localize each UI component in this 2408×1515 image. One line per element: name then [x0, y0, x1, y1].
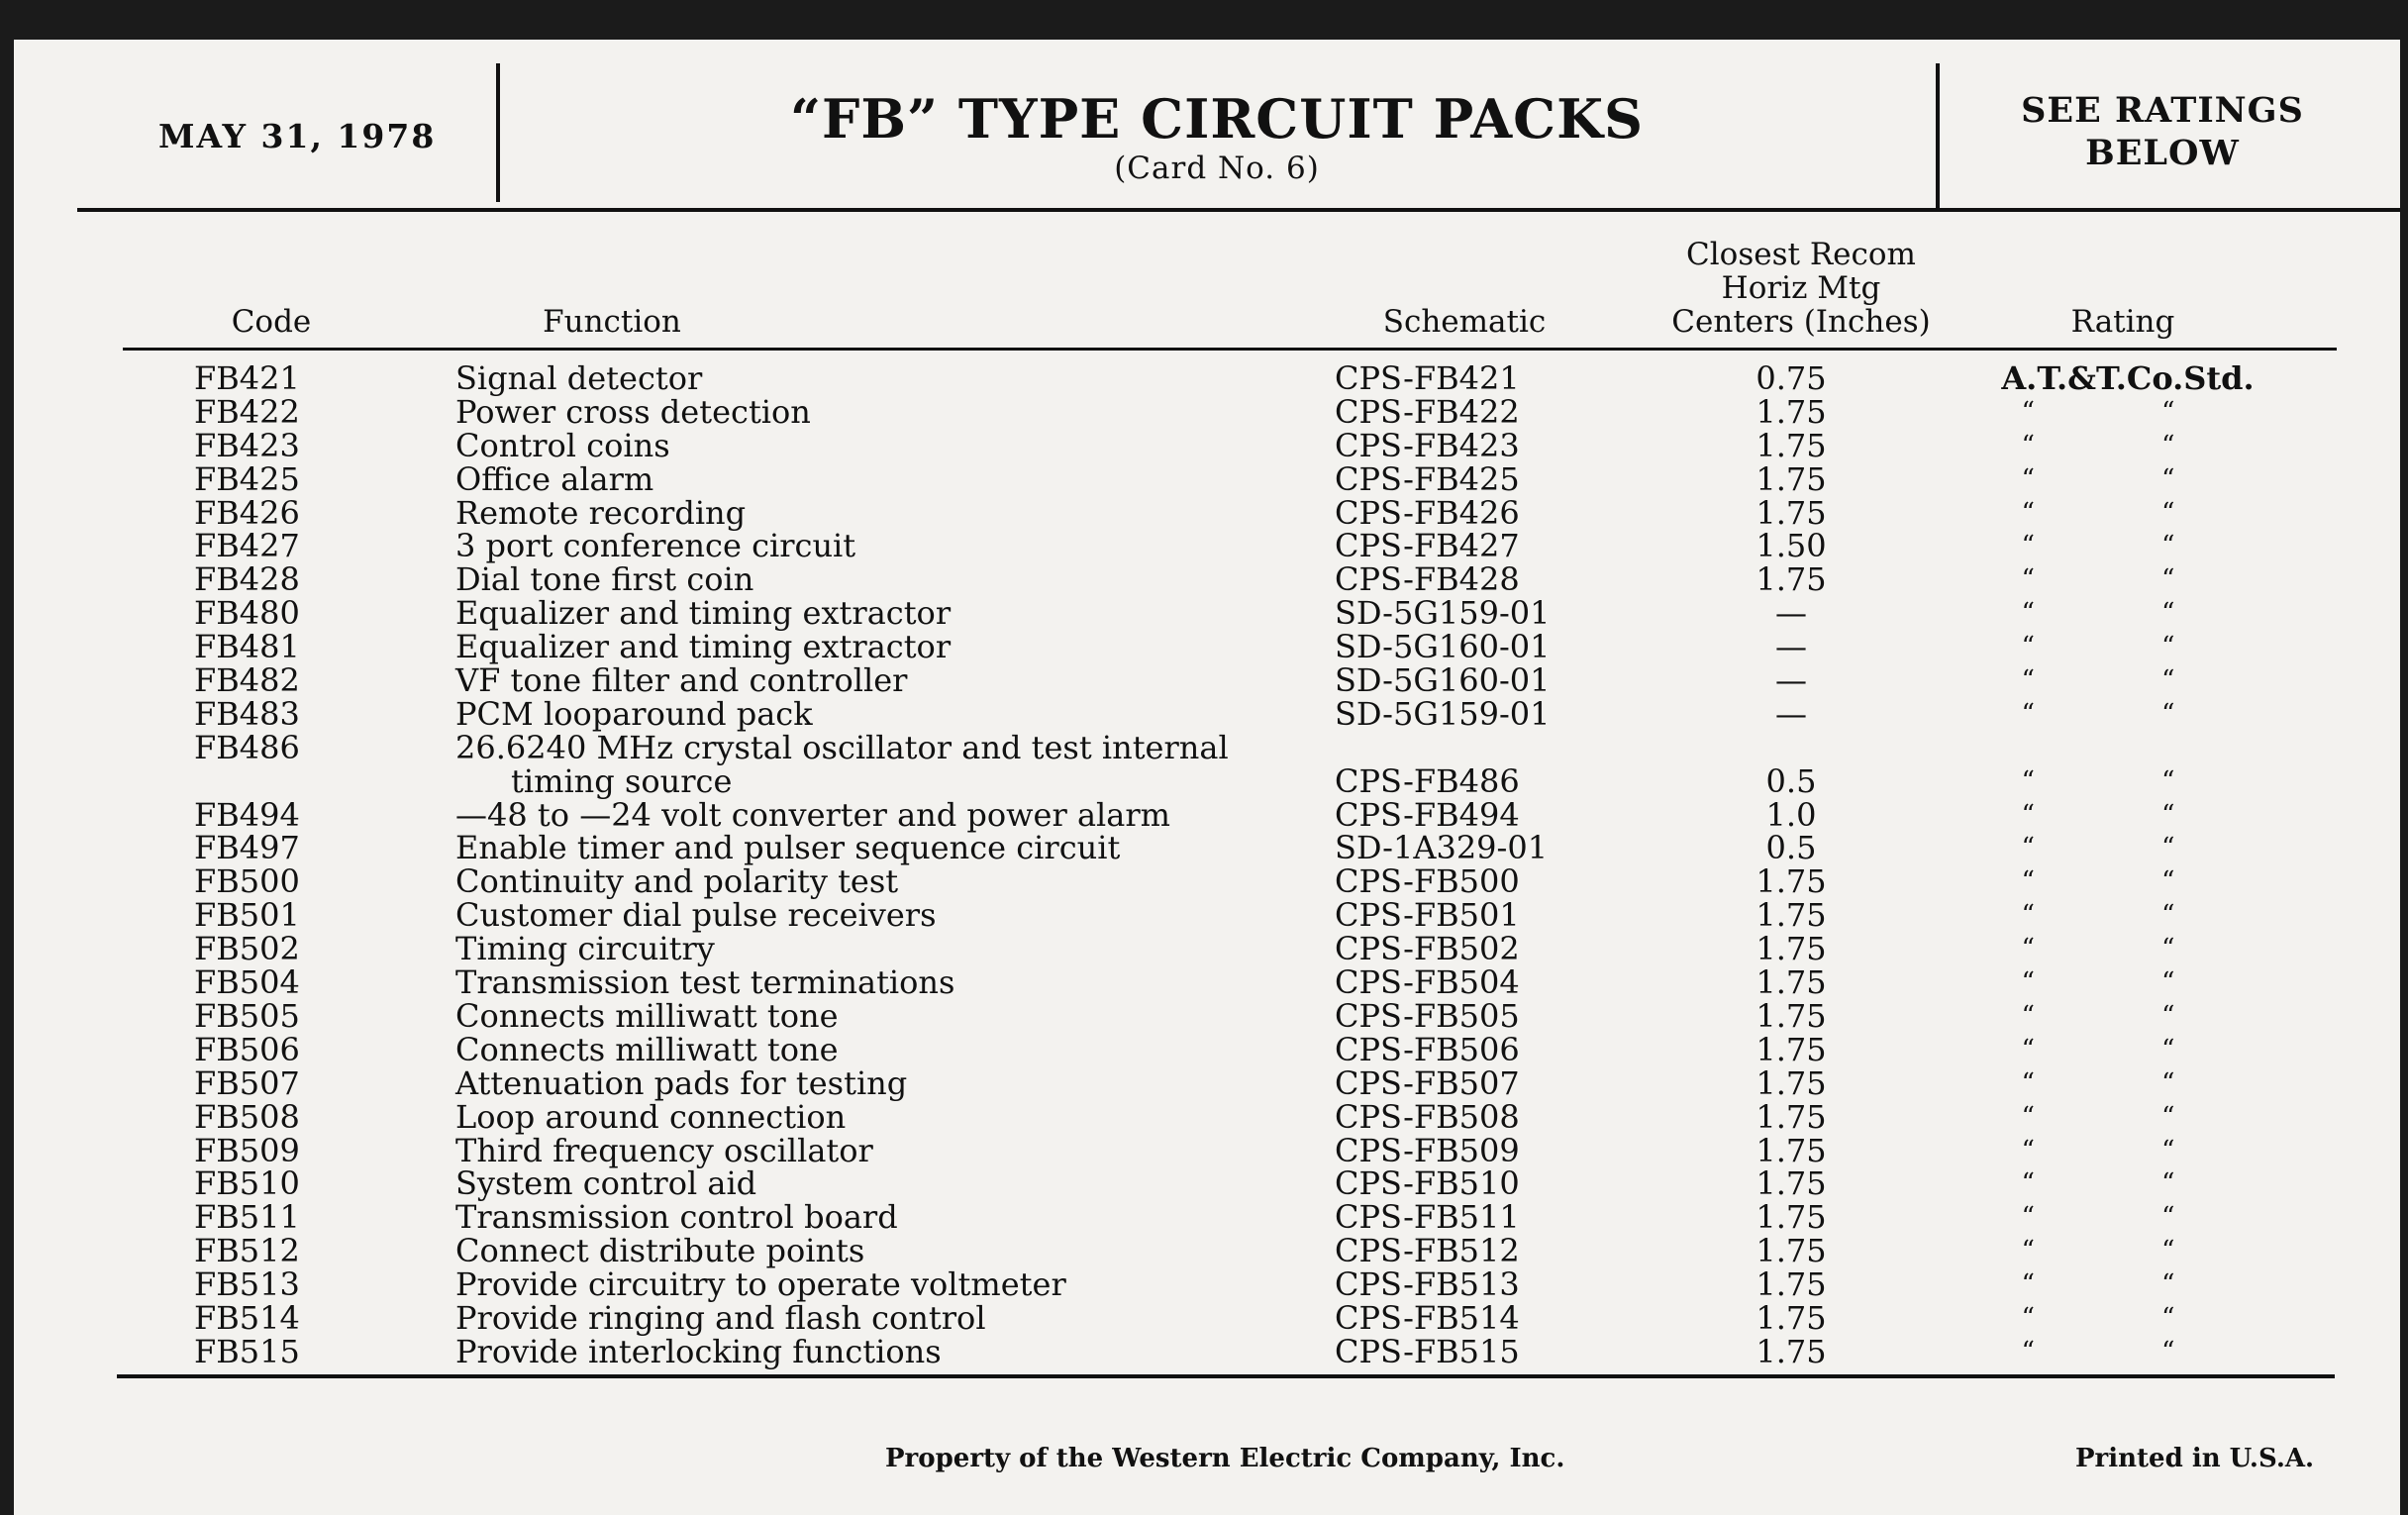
column-header-mounting-line1: Closest Recom [1686, 237, 1916, 272]
column-header-rule [123, 348, 2337, 351]
row-function: Timing circuitry [455, 930, 715, 968]
table-row [14, 1030, 2400, 1068]
row-code: FB497 [194, 829, 300, 867]
row-schematic: CPS-FB515 [1335, 1332, 1520, 1370]
row-schematic: CPS-FB511 [1335, 1198, 1520, 1237]
row-function-line2: timing source [511, 761, 733, 800]
column-header-code: Code [231, 304, 312, 340]
table-row [14, 829, 2400, 867]
row-schematic: CPS-FB501 [1335, 896, 1520, 935]
row-mounting-centers: 1.75 [1756, 426, 1827, 464]
row-mounting-centers: 1.75 [1756, 459, 1827, 498]
row-function: Enable timer and pulser sequence circuit [455, 829, 1121, 867]
card-number: (Card No. 6) [1114, 151, 1320, 186]
table-row [14, 862, 2400, 901]
row-schematic: SD-5G159-01 [1335, 594, 1551, 633]
row-code: FB422 [194, 392, 300, 431]
table-row [14, 1232, 2400, 1270]
table-row [14, 963, 2400, 1002]
catalog-card [14, 40, 2400, 1515]
row-mounting-centers: 0.5 [1765, 761, 1817, 800]
column-header-mounting-line3: Centers (Inches) [1671, 304, 1931, 340]
row-function: Connect distribute points [455, 1232, 865, 1270]
row-schematic: SD-5G160-01 [1335, 661, 1551, 700]
row-function: Dial tone first coin [455, 560, 754, 599]
row-schematic: CPS-FB486 [1335, 761, 1520, 800]
row-function: Control coins [455, 426, 670, 464]
row-rating: “ “ [2021, 463, 2235, 494]
row-rating: A.T.&T.Co.Std. [2001, 359, 2255, 397]
table-row [14, 459, 2400, 498]
table-row [14, 628, 2400, 666]
row-function [455, 728, 1229, 800]
ratings-note-line1: SEE RATINGS [2021, 90, 2304, 131]
row-mounting-centers: — [1775, 694, 1807, 733]
row-function: Office alarm [455, 459, 654, 498]
row-code: FB425 [194, 459, 300, 498]
row-rating: “ “ [2021, 866, 2235, 897]
row-code: FB426 [194, 493, 300, 532]
row-schematic: CPS-FB507 [1335, 1063, 1520, 1102]
row-schematic: CPS-FB422 [1335, 392, 1520, 431]
row-schematic: CPS-FB509 [1335, 1131, 1520, 1169]
row-rating: “ “ [2021, 1236, 2235, 1266]
column-header-mounting-line2: Horiz Mtg [1721, 270, 1881, 306]
row-mounting-centers: 1.75 [1756, 1298, 1827, 1337]
row-schematic: CPS-FB494 [1335, 795, 1520, 834]
row-rating: “ “ [2021, 833, 2235, 863]
header-rule [77, 208, 2400, 212]
row-code: FB494 [194, 795, 300, 834]
table-row [14, 728, 2400, 800]
issue-date: MAY 31, 1978 [158, 117, 437, 155]
row-rating: “ “ [2021, 598, 2235, 629]
row-schematic: SD-1A329-01 [1335, 829, 1549, 867]
row-function: Equalizer and timing extractor [455, 594, 952, 633]
row-code: FB428 [194, 560, 300, 599]
column-header-mounting [1638, 238, 1964, 339]
row-function: Signal detector [455, 359, 703, 397]
row-function: Connects milliwatt tone [455, 996, 839, 1035]
row-mounting-centers: 1.75 [1756, 1097, 1827, 1136]
row-rating: “ “ [2021, 1202, 2235, 1233]
table-row [14, 1063, 2400, 1102]
table-row [14, 795, 2400, 834]
row-rating: “ “ [2021, 531, 2235, 561]
row-code: FB515 [194, 1332, 300, 1370]
table-row [14, 930, 2400, 968]
row-code: FB508 [194, 1097, 300, 1136]
row-schematic: SD-5G160-01 [1335, 628, 1551, 666]
row-schematic: CPS-FB508 [1335, 1097, 1520, 1136]
row-function: Continuity and polarity test [455, 862, 899, 901]
table-row [14, 361, 2400, 395]
row-mounting-centers: 1.75 [1756, 996, 1827, 1035]
row-schematic: CPS-FB500 [1335, 862, 1520, 901]
row-schematic: CPS-FB427 [1335, 527, 1520, 565]
row-function: Connects milliwatt tone [455, 1030, 839, 1068]
header-divider-right [1936, 63, 1940, 208]
row-function-line1: 26.6240 MHz crystal oscillator and test internal [455, 728, 1229, 766]
row-rating: “ “ [2021, 1101, 2235, 1132]
row-mounting-centers: 1.75 [1756, 1198, 1827, 1237]
row-code: FB511 [194, 1198, 300, 1237]
table-row [14, 560, 2400, 599]
row-code: FB480 [194, 594, 300, 633]
row-function: Transmission control board [455, 1198, 898, 1237]
card-header [14, 40, 2400, 213]
row-function: Power cross detection [455, 392, 811, 431]
row-function: VF tone filter and controller [455, 661, 908, 700]
row-rating: “ “ [2021, 665, 2235, 696]
row-function: Equalizer and timing extractor [455, 628, 952, 666]
table-row [14, 1265, 2400, 1304]
row-code: FB509 [194, 1131, 300, 1169]
row-mounting-centers: 1.75 [1756, 1265, 1827, 1304]
row-schematic: CPS-FB514 [1335, 1298, 1520, 1337]
row-rating: “ “ [2021, 1135, 2235, 1165]
row-rating: “ “ [2021, 396, 2235, 427]
row-mounting-centers: 1.75 [1756, 1332, 1827, 1370]
row-code: FB427 [194, 527, 300, 565]
row-code: FB504 [194, 963, 300, 1002]
table-row [14, 1298, 2400, 1337]
table-row [14, 1097, 2400, 1136]
ratings-note [1945, 89, 2380, 174]
row-function: Customer dial pulse receivers [455, 896, 937, 935]
row-mounting-centers: 1.75 [1756, 1063, 1827, 1102]
row-mounting-centers: 0.5 [1765, 829, 1817, 867]
row-rating: “ “ [2021, 1000, 2235, 1031]
row-rating: “ “ [2021, 632, 2235, 662]
row-rating: “ “ [2021, 967, 2235, 998]
row-function: Transmission test terminations [455, 963, 955, 1002]
row-schematic: CPS-FB428 [1335, 560, 1520, 599]
row-mounting-centers: 1.75 [1756, 1164, 1827, 1203]
row-code: FB482 [194, 661, 300, 700]
row-mounting-centers: 1.75 [1756, 1131, 1827, 1169]
row-schematic: CPS-FB506 [1335, 1030, 1520, 1068]
circuit-pack-table [14, 361, 2400, 1368]
row-mounting-centers: 1.75 [1756, 963, 1827, 1002]
table-row [14, 694, 2400, 733]
row-mounting-centers: 1.75 [1756, 1232, 1827, 1270]
row-code: FB486 [194, 728, 300, 766]
column-header-function: Function [543, 304, 681, 340]
row-rating: “ “ [2021, 1168, 2235, 1199]
row-mounting-centers: 1.0 [1765, 795, 1817, 834]
table-row [14, 896, 2400, 935]
table-row [14, 1131, 2400, 1169]
row-mounting-centers: 1.75 [1756, 560, 1827, 599]
row-function: Loop around connection [455, 1097, 847, 1136]
row-mounting-centers: 1.50 [1756, 527, 1827, 565]
column-header-rating: Rating [2070, 304, 2175, 340]
row-rating: “ “ [2021, 1302, 2235, 1333]
row-code: FB500 [194, 862, 300, 901]
table-row [14, 1198, 2400, 1237]
row-rating: “ “ [2021, 1269, 2235, 1300]
row-code: FB502 [194, 930, 300, 968]
row-schematic: CPS-FB423 [1335, 426, 1520, 464]
row-mounting-centers: 1.75 [1756, 1030, 1827, 1068]
table-row [14, 392, 2400, 431]
row-function: Provide interlocking functions [455, 1332, 942, 1370]
table-bottom-rule [117, 1374, 2335, 1378]
row-schematic: CPS-FB502 [1335, 930, 1520, 968]
row-rating: “ “ [2021, 900, 2235, 931]
row-function: —48 to —24 volt converter and power alarm [455, 795, 1170, 834]
table-row [14, 1164, 2400, 1203]
row-rating: “ “ [2021, 698, 2235, 729]
row-code: FB505 [194, 996, 300, 1035]
row-schematic: CPS-FB504 [1335, 963, 1520, 1002]
row-schematic: CPS-FB426 [1335, 493, 1520, 532]
row-code: FB512 [194, 1232, 300, 1270]
row-code: FB514 [194, 1298, 300, 1337]
row-code: FB483 [194, 694, 300, 733]
row-schematic: CPS-FB510 [1335, 1164, 1520, 1203]
row-code: FB501 [194, 896, 300, 935]
row-code: FB423 [194, 426, 300, 464]
row-function: Attenuation pads for testing [455, 1063, 908, 1102]
row-function: Third frequency oscillator [455, 1131, 873, 1169]
table-row [14, 527, 2400, 565]
row-mounting-centers: — [1775, 628, 1807, 666]
row-schematic: CPS-FB512 [1335, 1232, 1520, 1270]
row-mounting-centers: 1.75 [1756, 392, 1827, 431]
row-code: FB421 [194, 359, 300, 397]
printed-notice: Printed in U.S.A. [2075, 1444, 2315, 1473]
row-function: Remote recording [455, 493, 747, 532]
row-schematic: CPS-FB421 [1335, 359, 1520, 397]
row-mounting-centers: 1.75 [1756, 493, 1827, 532]
row-function: Provide ringing and flash control [455, 1298, 986, 1337]
row-rating: “ “ [2021, 799, 2235, 830]
row-mounting-centers: — [1775, 594, 1807, 633]
row-mounting-centers: 1.75 [1756, 896, 1827, 935]
row-function: PCM looparound pack [455, 694, 813, 733]
table-row [14, 1332, 2400, 1370]
row-mounting-centers: 1.75 [1756, 930, 1827, 968]
row-schematic: SD-5G159-01 [1335, 694, 1551, 733]
ratings-note-line2: BELOW [2085, 133, 2240, 173]
row-mounting-centers: — [1775, 661, 1807, 700]
row-schematic: CPS-FB425 [1335, 459, 1520, 498]
row-rating: “ “ [2021, 1067, 2235, 1098]
row-rating: “ “ [2021, 765, 2235, 796]
row-code: FB506 [194, 1030, 300, 1068]
row-rating: “ “ [2021, 564, 2235, 595]
column-header-schematic: Schematic [1382, 304, 1547, 340]
row-schematic: CPS-FB505 [1335, 996, 1520, 1035]
row-code: FB510 [194, 1164, 300, 1203]
row-mounting-centers: 1.75 [1756, 862, 1827, 901]
table-row [14, 661, 2400, 700]
row-schematic: CPS-FB513 [1335, 1265, 1520, 1304]
row-function: Provide circuitry to operate voltmeter [455, 1265, 1066, 1304]
table-row [14, 426, 2400, 464]
row-mounting-centers: 0.75 [1756, 359, 1827, 397]
row-code: FB481 [194, 628, 300, 666]
row-rating: “ “ [2021, 1336, 2235, 1366]
row-function: 3 port conference circuit [455, 527, 856, 565]
property-notice: Property of the Western Electric Company, Inc. [885, 1444, 1565, 1473]
row-code: FB507 [194, 1063, 300, 1102]
table-row [14, 996, 2400, 1035]
row-rating: “ “ [2021, 430, 2235, 460]
row-rating: “ “ [2021, 497, 2235, 528]
row-function: System control aid [455, 1164, 757, 1203]
page-title: “FB” TYPE CIRCUIT PACKS [789, 87, 1645, 151]
row-rating: “ “ [2021, 934, 2235, 964]
row-code: FB513 [194, 1265, 300, 1304]
table-row [14, 594, 2400, 633]
table-row [14, 493, 2400, 532]
row-rating: “ “ [2021, 1034, 2235, 1064]
